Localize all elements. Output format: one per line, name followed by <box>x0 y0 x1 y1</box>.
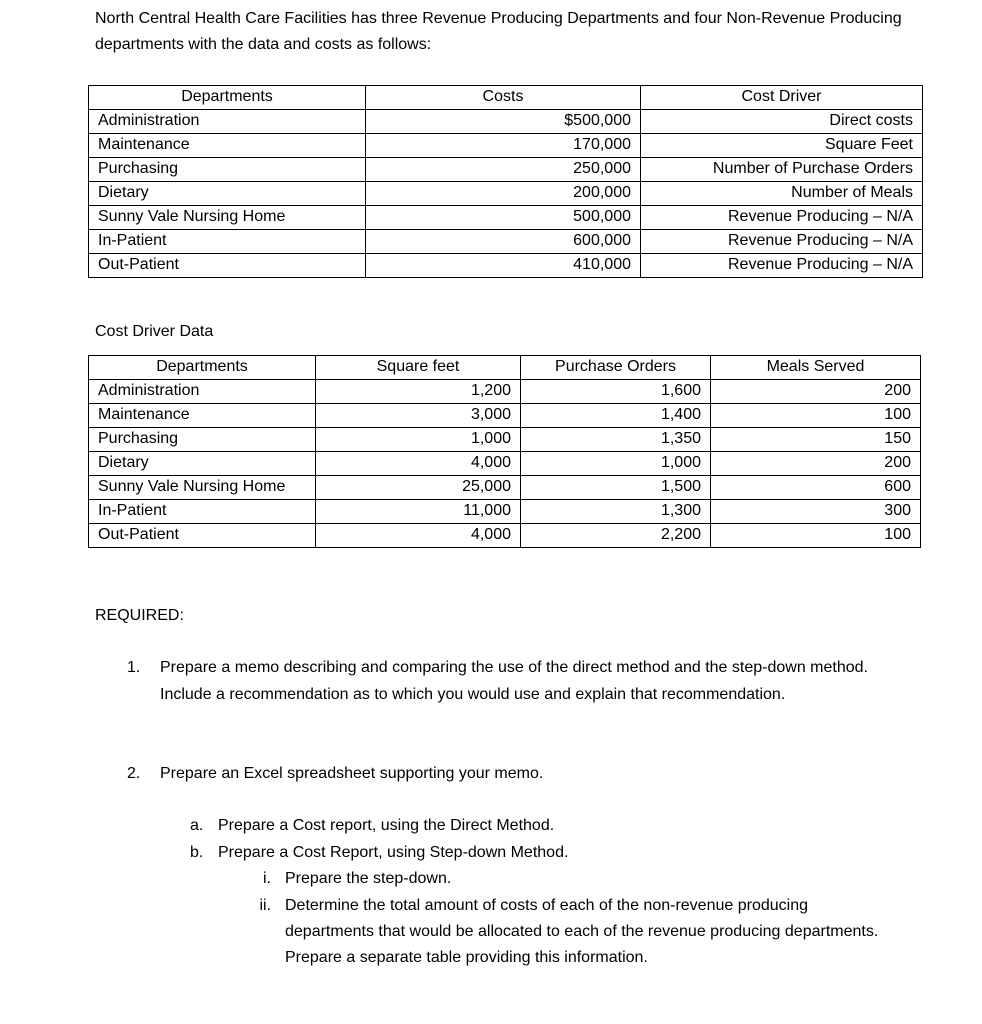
cost-cell: 410,000 <box>366 253 641 277</box>
dept-cell: In-Patient <box>89 229 366 253</box>
cost-table-row <box>89 181 923 205</box>
purchase-orders-cell: 1,600 <box>521 379 711 403</box>
dept-cell: In-Patient <box>89 499 316 523</box>
requirement-item-2b-i <box>244 866 982 892</box>
cost-table-row <box>89 109 923 133</box>
dept-cell: Out-Patient <box>89 523 316 547</box>
dept-cell: Dietary <box>89 181 366 205</box>
square-feet-cell: 3,000 <box>316 403 521 427</box>
dept-cell: Sunny Vale Nursing Home <box>89 205 366 229</box>
item-text: Prepare a Cost Report, using Step-down Method. <box>218 843 569 861</box>
square-feet-cell: 4,000 <box>316 523 521 547</box>
dept-cell: Maintenance <box>89 403 316 427</box>
item-text: Prepare a memo describing and comparing the use of the direct method and the step-down method. Include a recommendation as to which you would use and explain that recommendation. <box>160 659 868 703</box>
cost-cell: 200,000 <box>366 181 641 205</box>
cost-driver-data-heading: Cost Driver Data <box>95 322 214 340</box>
cost-cell: 250,000 <box>366 157 641 181</box>
item-number: ii. <box>259 896 271 914</box>
driver-table-header-purchase-orders: Purchase Orders <box>521 355 711 379</box>
cost-cell: 500,000 <box>366 205 641 229</box>
requirement-item-2 <box>127 761 982 787</box>
dept-cell: Administration <box>89 379 316 403</box>
meals-served-cell: 100 <box>711 523 921 547</box>
dept-cell: Maintenance <box>89 133 366 157</box>
cost-table-row <box>89 253 923 277</box>
purchase-orders-cell: 1,500 <box>521 475 711 499</box>
driver-table-row <box>89 379 921 403</box>
cost-table-header-departments: Departments <box>89 85 366 109</box>
driver-cell: Direct costs <box>641 109 923 133</box>
square-feet-cell: 4,000 <box>316 451 521 475</box>
cost-table-row <box>89 205 923 229</box>
purchase-orders-cell: 1,400 <box>521 403 711 427</box>
meals-served-cell: 300 <box>711 499 921 523</box>
dept-cell: Purchasing <box>89 427 316 451</box>
driver-table-header-meals-served: Meals Served <box>711 355 921 379</box>
square-feet-cell: 11,000 <box>316 499 521 523</box>
cost-cell: 600,000 <box>366 229 641 253</box>
driver-cell: Number of Purchase Orders <box>641 157 923 181</box>
item-number: a. <box>190 817 204 835</box>
dept-cell: Sunny Vale Nursing Home <box>89 475 316 499</box>
meals-served-cell: 100 <box>711 403 921 427</box>
square-feet-cell: 1,000 <box>316 427 521 451</box>
purchase-orders-cell: 1,300 <box>521 499 711 523</box>
driver-cell: Revenue Producing – N/A <box>641 205 923 229</box>
cost-table-row <box>89 229 923 253</box>
cost-table-header-cost-driver: Cost Driver <box>641 85 923 109</box>
required-heading: REQUIRED: <box>95 606 184 624</box>
driver-table-row <box>89 403 921 427</box>
square-feet-cell: 1,200 <box>316 379 521 403</box>
cost-table-row <box>89 157 923 181</box>
driver-table-row <box>89 427 921 451</box>
meals-served-cell: 150 <box>711 427 921 451</box>
driver-table-row <box>89 499 921 523</box>
cost-table-row <box>89 133 923 157</box>
cost-cell: 170,000 <box>366 133 641 157</box>
requirement-item-1 <box>127 655 982 708</box>
dept-cell: Administration <box>89 109 366 133</box>
purchase-orders-cell: 1,000 <box>521 451 711 475</box>
driver-cell: Square Feet <box>641 133 923 157</box>
purchase-orders-cell: 1,350 <box>521 427 711 451</box>
intro-paragraph: North Central Health Care Facilities has three Revenue Producing Departments and four Non-Revenue Producing departments with the data and costs as follows: <box>95 10 902 54</box>
meals-served-cell: 200 <box>711 451 921 475</box>
cost-table <box>88 85 923 278</box>
driver-table-row <box>89 451 921 475</box>
item-text: Prepare a Cost report, using the Direct Method. <box>218 817 555 835</box>
item-number: i. <box>263 870 271 888</box>
driver-cell: Revenue Producing – N/A <box>641 229 923 253</box>
item-number: b. <box>190 843 204 861</box>
requirement-item-2b <box>190 840 982 866</box>
requirement-item-2a <box>190 813 982 839</box>
item-text: Determine the total amount of costs of each of the non-revenue producing departments that would be allocated to each of the revenue producing departments. Prepare a separate table providing this information. <box>285 896 879 967</box>
requirement-item-2b-ii <box>244 893 982 972</box>
driver-cell: Number of Meals <box>641 181 923 205</box>
driver-table-header-square-feet: Square feet <box>316 355 521 379</box>
meals-served-cell: 600 <box>711 475 921 499</box>
dept-cell: Purchasing <box>89 157 366 181</box>
item-number: 2. <box>127 764 141 782</box>
cost-cell: $500,000 <box>366 109 641 133</box>
cost-table-header-row <box>89 85 923 109</box>
cost-table-header-costs: Costs <box>366 85 641 109</box>
dept-cell: Dietary <box>89 451 316 475</box>
purchase-orders-cell: 2,200 <box>521 523 711 547</box>
cost-driver-data-table <box>88 355 921 548</box>
item-text: Prepare an Excel spreadsheet supporting your memo. <box>160 764 544 782</box>
square-feet-cell: 25,000 <box>316 475 521 499</box>
driver-table-row <box>89 475 921 499</box>
driver-cell: Revenue Producing – N/A <box>641 253 923 277</box>
item-text: Prepare the step-down. <box>285 870 452 888</box>
meals-served-cell: 200 <box>711 379 921 403</box>
driver-table-header-departments: Departments <box>89 355 316 379</box>
driver-table-header-row <box>89 355 921 379</box>
driver-table-row <box>89 523 921 547</box>
item-number: 1. <box>127 659 141 677</box>
dept-cell: Out-Patient <box>89 253 366 277</box>
